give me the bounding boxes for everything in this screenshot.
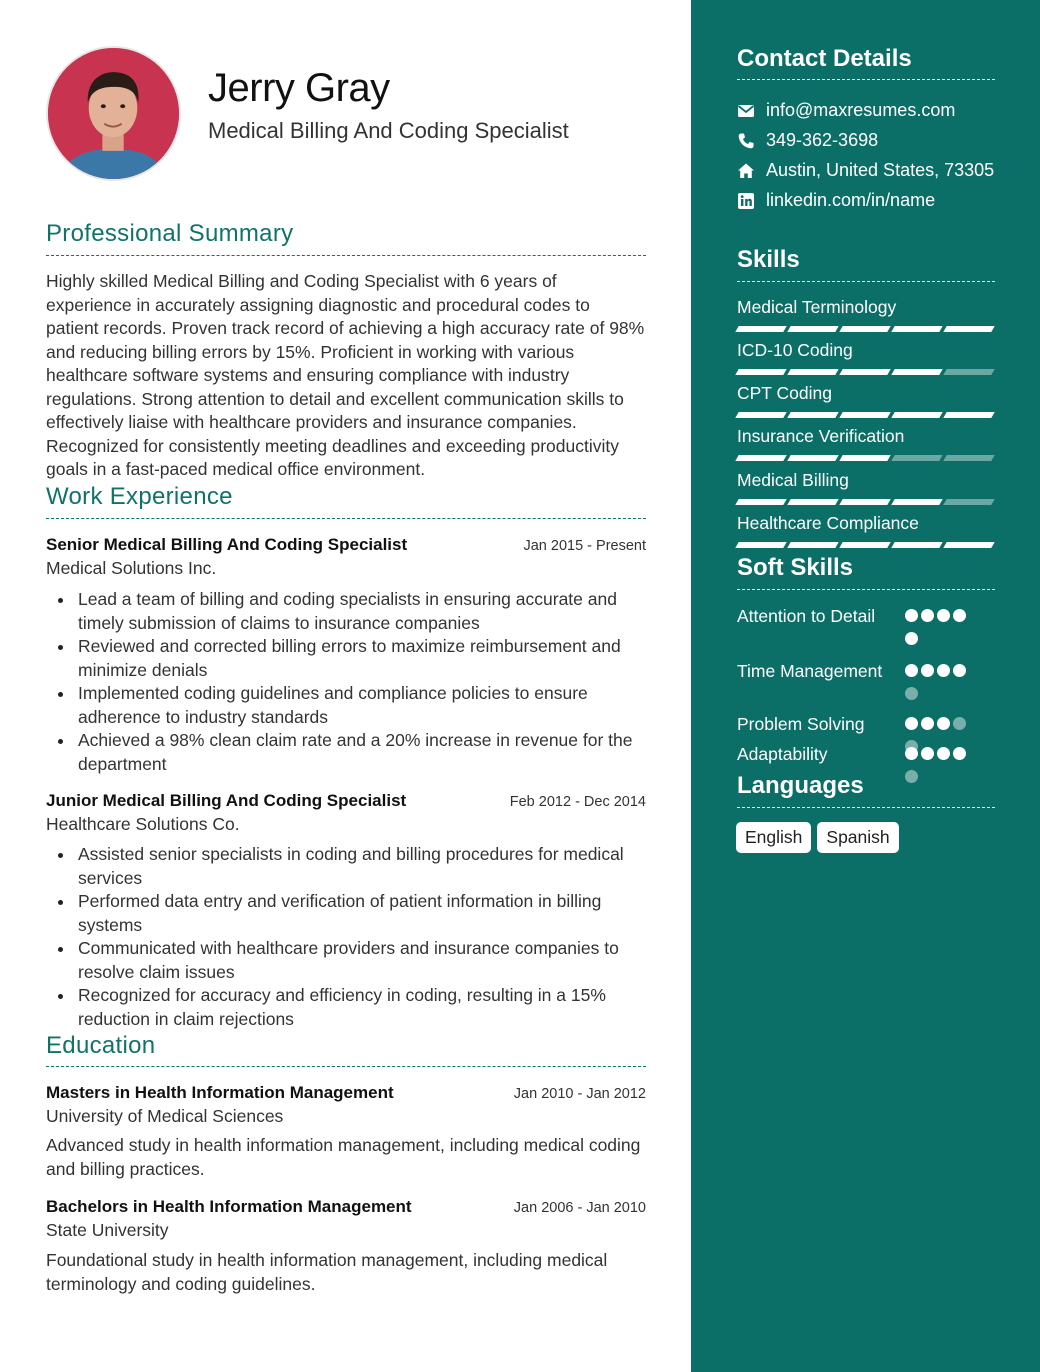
- rating-dot: [937, 609, 950, 622]
- summary-heading: Professional Summary: [46, 220, 294, 247]
- skill-level-segment: [787, 369, 838, 375]
- rating-dot: [905, 632, 918, 645]
- skill-level-segment: [839, 455, 890, 461]
- contact-heading: Contact Details: [737, 45, 912, 72]
- school: University of Medical Sciences: [46, 1106, 284, 1126]
- soft-skill-label: Adaptability: [737, 744, 828, 764]
- job-dates: Jan 2015 - Present: [523, 538, 646, 554]
- skills-heading: Skills: [737, 246, 800, 273]
- skill-level-segment: [891, 412, 942, 418]
- skill-level-bar: [737, 369, 993, 375]
- rating-dot: [905, 717, 918, 730]
- rating-dot: [921, 664, 934, 677]
- languages-list: [736, 822, 899, 853]
- rating-dot: [937, 747, 950, 760]
- skill-level-segment: [891, 542, 942, 548]
- skill-level-segment: [839, 326, 890, 332]
- education-heading: Education: [46, 1032, 156, 1059]
- contact-linkedin[interactable]: [737, 190, 935, 211]
- soft-skill-rating: [905, 747, 981, 783]
- rating-dot: [905, 687, 918, 700]
- sidebar: [691, 0, 1040, 1372]
- list-item: Recognized for accuracy and efficiency in coding, resulting in a 15% reduction in claim rejections: [46, 984, 646, 1031]
- skill-level-bar: [737, 542, 993, 548]
- skill-level-segment: [735, 499, 786, 505]
- list-item: Implemented coding guidelines and compliance policies to ensure adherence to industry standards: [46, 682, 646, 729]
- skill-level-segment: [891, 369, 942, 375]
- soft-skill-label: Attention to Detail: [737, 606, 876, 626]
- skill-label: CPT Coding: [737, 383, 833, 403]
- education-dates: Jan 2010 - Jan 2012: [513, 1086, 646, 1102]
- skill-level-segment: [839, 542, 890, 548]
- skill-label: Insurance Verification: [737, 426, 905, 446]
- skill-level-segment: [787, 412, 838, 418]
- list-item: Communicated with healthcare providers and insurance companies to resolve claim issues: [46, 937, 646, 984]
- experience-heading: Work Experience: [46, 483, 233, 510]
- rating-dot: [937, 717, 950, 730]
- list-item: Lead a team of billing and coding specialists in ensuring accurate and timely submission of claims to insurance companies: [46, 588, 646, 635]
- education-header: [46, 1197, 646, 1217]
- rating-dot: [953, 717, 966, 730]
- skill-level-bar: [737, 412, 993, 418]
- contact-divider: [737, 79, 995, 80]
- skill-level-segment: [787, 455, 838, 461]
- home-icon: [737, 162, 755, 180]
- avatar: [46, 46, 181, 181]
- linkedin-text: linkedin.com/in/name: [766, 190, 936, 210]
- education-divider: [46, 1066, 646, 1067]
- education-header: [46, 1083, 646, 1103]
- job-header: [46, 791, 646, 811]
- soft-skill-label: Time Management: [737, 661, 883, 681]
- skill-level-segment: [735, 412, 786, 418]
- skill-level-segment: [735, 326, 786, 332]
- profile-photo: [48, 48, 179, 179]
- language-chip: English: [736, 822, 811, 853]
- skill-label: Healthcare Compliance: [737, 513, 919, 533]
- candidate-name: Jerry Gray: [208, 66, 390, 110]
- skill-level-segment: [787, 326, 838, 332]
- rating-dot: [905, 770, 918, 783]
- job-bullets: [46, 588, 646, 776]
- languages-divider: [737, 807, 995, 808]
- rating-dot: [905, 664, 918, 677]
- job-bullets: [46, 843, 646, 1031]
- rating-dot: [921, 717, 934, 730]
- soft-skills-heading: Soft Skills: [737, 554, 854, 581]
- degree: Masters in Health Information Management: [46, 1083, 394, 1102]
- candidate-title: Medical Billing And Coding Specialist: [208, 118, 569, 143]
- summary-divider: [46, 255, 646, 256]
- language-chip: Spanish: [817, 822, 898, 853]
- rating-dot: [953, 609, 966, 622]
- soft-skill-label: Problem Solving: [737, 714, 865, 734]
- rating-dot: [921, 747, 934, 760]
- skill-level-segment: [735, 542, 786, 548]
- soft-skill-rating: [905, 609, 981, 645]
- job-company: Medical Solutions Inc.: [46, 558, 217, 578]
- skill-level-segment: [735, 455, 786, 461]
- rating-dot: [905, 747, 918, 760]
- skill-level-segment: [943, 412, 994, 418]
- education-description: Foundational study in health information management, including medical terminology and coding guidelines.: [46, 1250, 608, 1294]
- skill-level-segment: [891, 326, 942, 332]
- soft-skill-rating: [905, 664, 981, 700]
- skill-level-segment: [787, 499, 838, 505]
- skill-label: Medical Billing: [737, 470, 849, 490]
- skill-level-segment: [839, 412, 890, 418]
- job-company: Healthcare Solutions Co.: [46, 814, 240, 834]
- contact-address: [737, 160, 994, 181]
- skill-level-bar: [737, 499, 993, 505]
- languages-heading: Languages: [737, 772, 864, 799]
- skill-level-segment: [943, 326, 994, 332]
- contact-phone[interactable]: [737, 130, 878, 151]
- phone-icon: [737, 132, 755, 150]
- skill-level-segment: [943, 499, 994, 505]
- rating-dot: [921, 609, 934, 622]
- job-header: [46, 535, 646, 555]
- skill-level-segment: [943, 455, 994, 461]
- email-text: info@maxresumes.com: [766, 100, 956, 120]
- rating-dot: [937, 664, 950, 677]
- skill-label: Medical Terminology: [737, 297, 897, 317]
- skill-level-segment: [787, 542, 838, 548]
- skills-divider: [737, 281, 995, 282]
- list-item: Performed data entry and verification of patient information in billing systems: [46, 890, 646, 937]
- skill-label: ICD-10 Coding: [737, 340, 853, 360]
- soft-skills-divider: [737, 589, 995, 590]
- skill-level-segment: [891, 455, 942, 461]
- rating-dot: [953, 747, 966, 760]
- skill-level-bar: [737, 455, 993, 461]
- skill-level-segment: [943, 542, 994, 548]
- skill-level-segment: [839, 499, 890, 505]
- education-description: Advanced study in health information management, including medical coding and billing practices.: [46, 1135, 641, 1179]
- skill-level-segment: [735, 369, 786, 375]
- address-text: Austin, United States, 73305: [766, 160, 995, 180]
- education-dates: Jan 2006 - Jan 2010: [513, 1200, 646, 1216]
- job-role: Junior Medical Billing And Coding Specialist: [46, 791, 407, 810]
- skill-level-bar: [737, 326, 993, 332]
- contact-email[interactable]: [737, 100, 955, 121]
- linkedin-icon: [737, 192, 755, 210]
- skill-level-segment: [891, 499, 942, 505]
- school: State University: [46, 1220, 169, 1240]
- list-item: Assisted senior specialists in coding and billing procedures for medical services: [46, 843, 646, 890]
- job-role: Senior Medical Billing And Coding Specialist: [46, 535, 408, 554]
- summary-text: Highly skilled Medical Billing and Coding Specialist with 6 years of experience in accurately assigning diagnostic and procedural codes to patient records. Proven track record of achieving a high accuracy rate of 98% and reducing billing errors by 15%. Proficient in working with various healthcare software systems and ensuring compliance with industry regulations. Strong attention to detail and excellent communication skills to effectively liaise with healthcare providers and insurance companies. Recognized for consistently meeting deadlines and exceeding productivity goals in a fast-paced medical office environment.: [46, 271, 645, 479]
- list-item: Reviewed and corrected billing errors to maximize reimbursement and minimize denials: [46, 635, 646, 682]
- job-dates: Feb 2012 - Dec 2014: [509, 794, 646, 810]
- experience-divider: [46, 518, 646, 519]
- list-item: Achieved a 98% clean claim rate and a 20% increase in revenue for the department: [46, 729, 646, 776]
- rating-dot: [953, 664, 966, 677]
- envelope-icon: [737, 102, 755, 120]
- phone-text: 349-362-3698: [766, 130, 879, 150]
- rating-dot: [905, 609, 918, 622]
- skill-level-segment: [943, 369, 994, 375]
- degree: Bachelors in Health Information Management: [46, 1197, 412, 1216]
- skill-level-segment: [839, 369, 890, 375]
